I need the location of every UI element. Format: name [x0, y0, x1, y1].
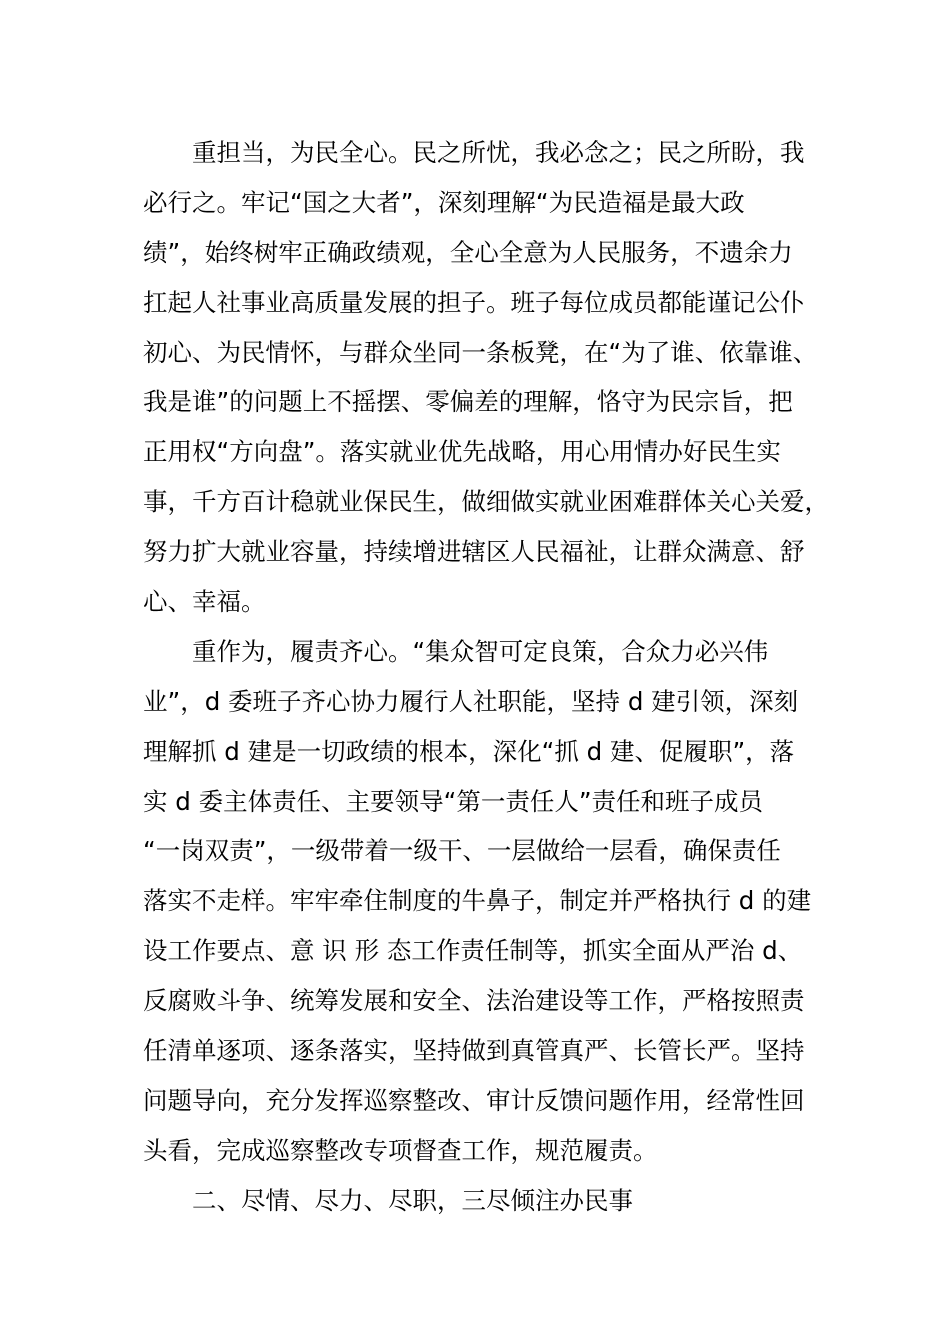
text-line: 任清单逐项、逐条落实，坚持做到真管真严、长管长严。坚持 — [143, 1036, 805, 1066]
text-line: 重担当，为民全心。民之所忧，我必念之；民之所盼，我 — [192, 138, 805, 167]
text-line: 重作为，履责齐心。“集众智可定良策，合众力必兴伟 — [192, 636, 769, 666]
text-line: 初心、为民情怀，与群众坐同一条板凳，在“为了谁、依靠谁、 — [143, 337, 818, 367]
text-line: 必行之。牢记“国之大者”，深刻理解“为民造福是最大政 — [143, 187, 745, 217]
text-line: 正用权“方向盘”。落实就业优先战略，用心用情办好民生实 — [143, 437, 781, 467]
text-line: 业”，d 委班子齐心协力履行人社职能，坚持 d 建引领，深刻 — [143, 686, 799, 716]
document-body — [143, 128, 829, 1226]
text-line: 问题导向，充分发挥巡察整改、审计反馈问题作用，经常性回 — [143, 1085, 805, 1115]
text-line: “一岗双责”，一级带着一级干、一层做给一层看，确保责任 — [143, 836, 781, 866]
text-line: 扛起人社事业高质量发展的担子。班子每位成员都能谨记公仆 — [143, 287, 805, 317]
text-line: 实 d 委主体责任、主要领导“第一责任人”责任和班子成员 — [143, 786, 764, 816]
text-line: 设工作要点、意 识 形 态工作责任制等，抓实全面从严治 d、 — [143, 936, 803, 966]
text-line: 心、幸福。 — [143, 587, 266, 617]
text-line: 反腐败斗争、统筹发展和安全、法治建设等工作，严格按照责 — [143, 986, 805, 1016]
text-line: 理解抓 d 建是一切政绩的根本，深化“抓 d 建、促履职”，落 — [143, 736, 795, 766]
section-heading: 二、尽情、尽力、尽职，三尽倾注办民事 — [192, 1185, 633, 1215]
text-line: 努力扩大就业容量，持续增进辖区人民福祉，让群众满意、舒 — [143, 537, 805, 567]
text-line: 落实不走样。牢牢牵住制度的牛鼻子，制定并严格执行 d 的建 — [143, 886, 812, 916]
text-line: 头看，完成巡察整改专项督查工作，规范履责。 — [143, 1135, 658, 1165]
text-line: 事，千方百计稳就业保民生，做细做实就业困难群体关心关爱， — [143, 487, 829, 517]
text-line: 绩”，始终树牢正确政绩观，全心全意为人民服务，不遗余力 — [143, 237, 793, 267]
text-line: 我是谁”的问题上不摇摆、零偏差的理解，恪守为民宗旨，把 — [143, 387, 793, 417]
